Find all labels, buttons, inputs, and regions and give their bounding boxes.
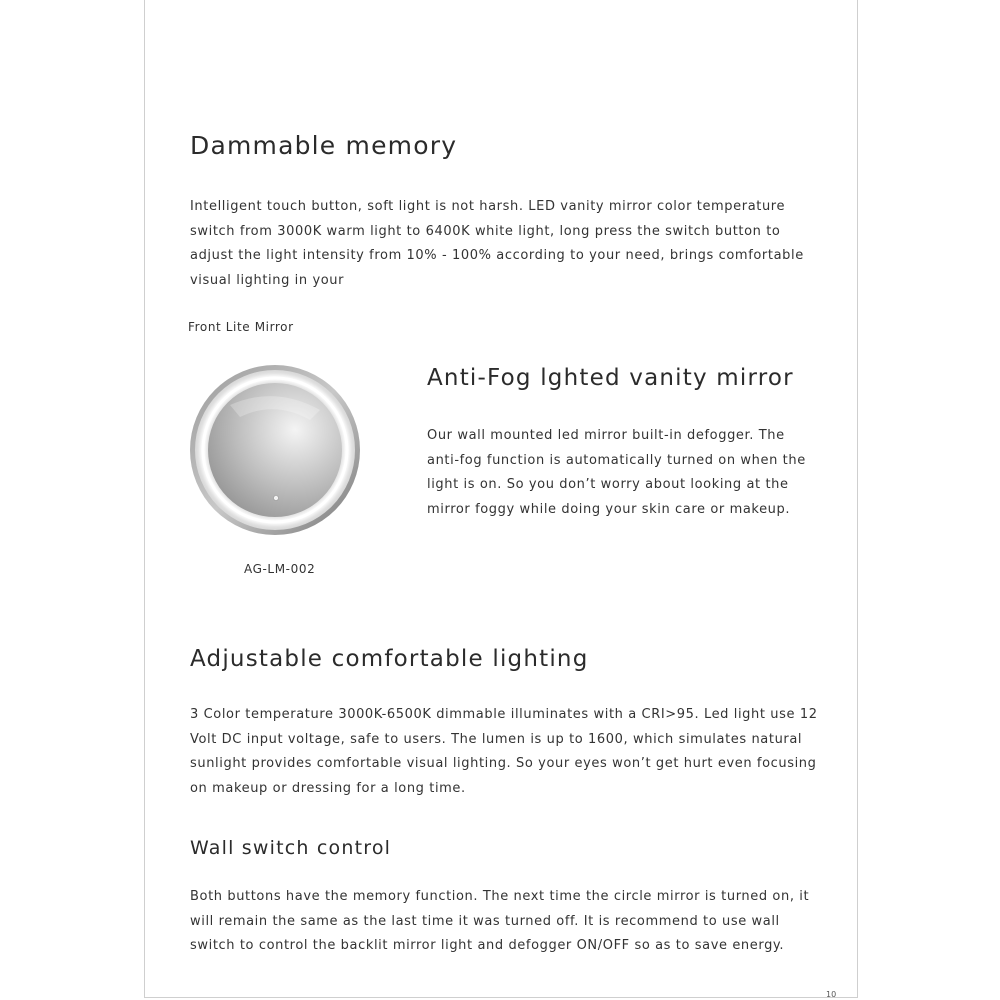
memory-paragraph: Intelligent touch button, soft light is not harsh. LED vanity mirror color temperature switch from 3000K warm light to 6400K white light, long press the switch button to adjust the light intensity from 10% - 100% according to your need, brings comfortable visual lighting in your xyxy=(190,199,804,288)
anti-fog-paragraph: Our wall mounted led mirror built-in defogger. The anti-fog function is automatically turned on when the light is on. So you don’t worry about looking at the mirror foggy while doing your skin care or makeup. xyxy=(427,428,806,517)
mirror-image xyxy=(190,365,360,535)
wall-switch-paragraph: Both buttons have the memory function. The next time the circle mirror is turned on, it will remain the same as the last time it was turned off. It is recommend to use wall switch to control the backlit mirror light and defogger ON/OFF so as to save energy. xyxy=(190,889,810,953)
heading-adjustable-lighting: Adjustable comfortable lighting xyxy=(190,646,589,672)
heading-wall-switch: Wall switch control xyxy=(190,837,392,859)
heading-anti-fog: Anti-Fog lghted vanity mirror xyxy=(427,365,794,391)
product-model: AG-LM-002 xyxy=(244,562,316,576)
product-label: Front Lite Mirror xyxy=(188,320,294,334)
lighting-paragraph: 3 Color temperature 3000K-6500K dimmable illuminates with a CRI>95. Led light use 12 Volt DC input voltage, safe to users. The lumen is up to 1600, which simulates natural sunlight provides comfortable visual lighting. So your eyes won’t get hurt even focusing on makeup or dressing for a long time. xyxy=(190,707,818,796)
heading-dammable-memory: Dammable memory xyxy=(190,131,458,160)
touch-button-icon xyxy=(274,496,279,501)
page-number: 10 xyxy=(826,990,837,999)
